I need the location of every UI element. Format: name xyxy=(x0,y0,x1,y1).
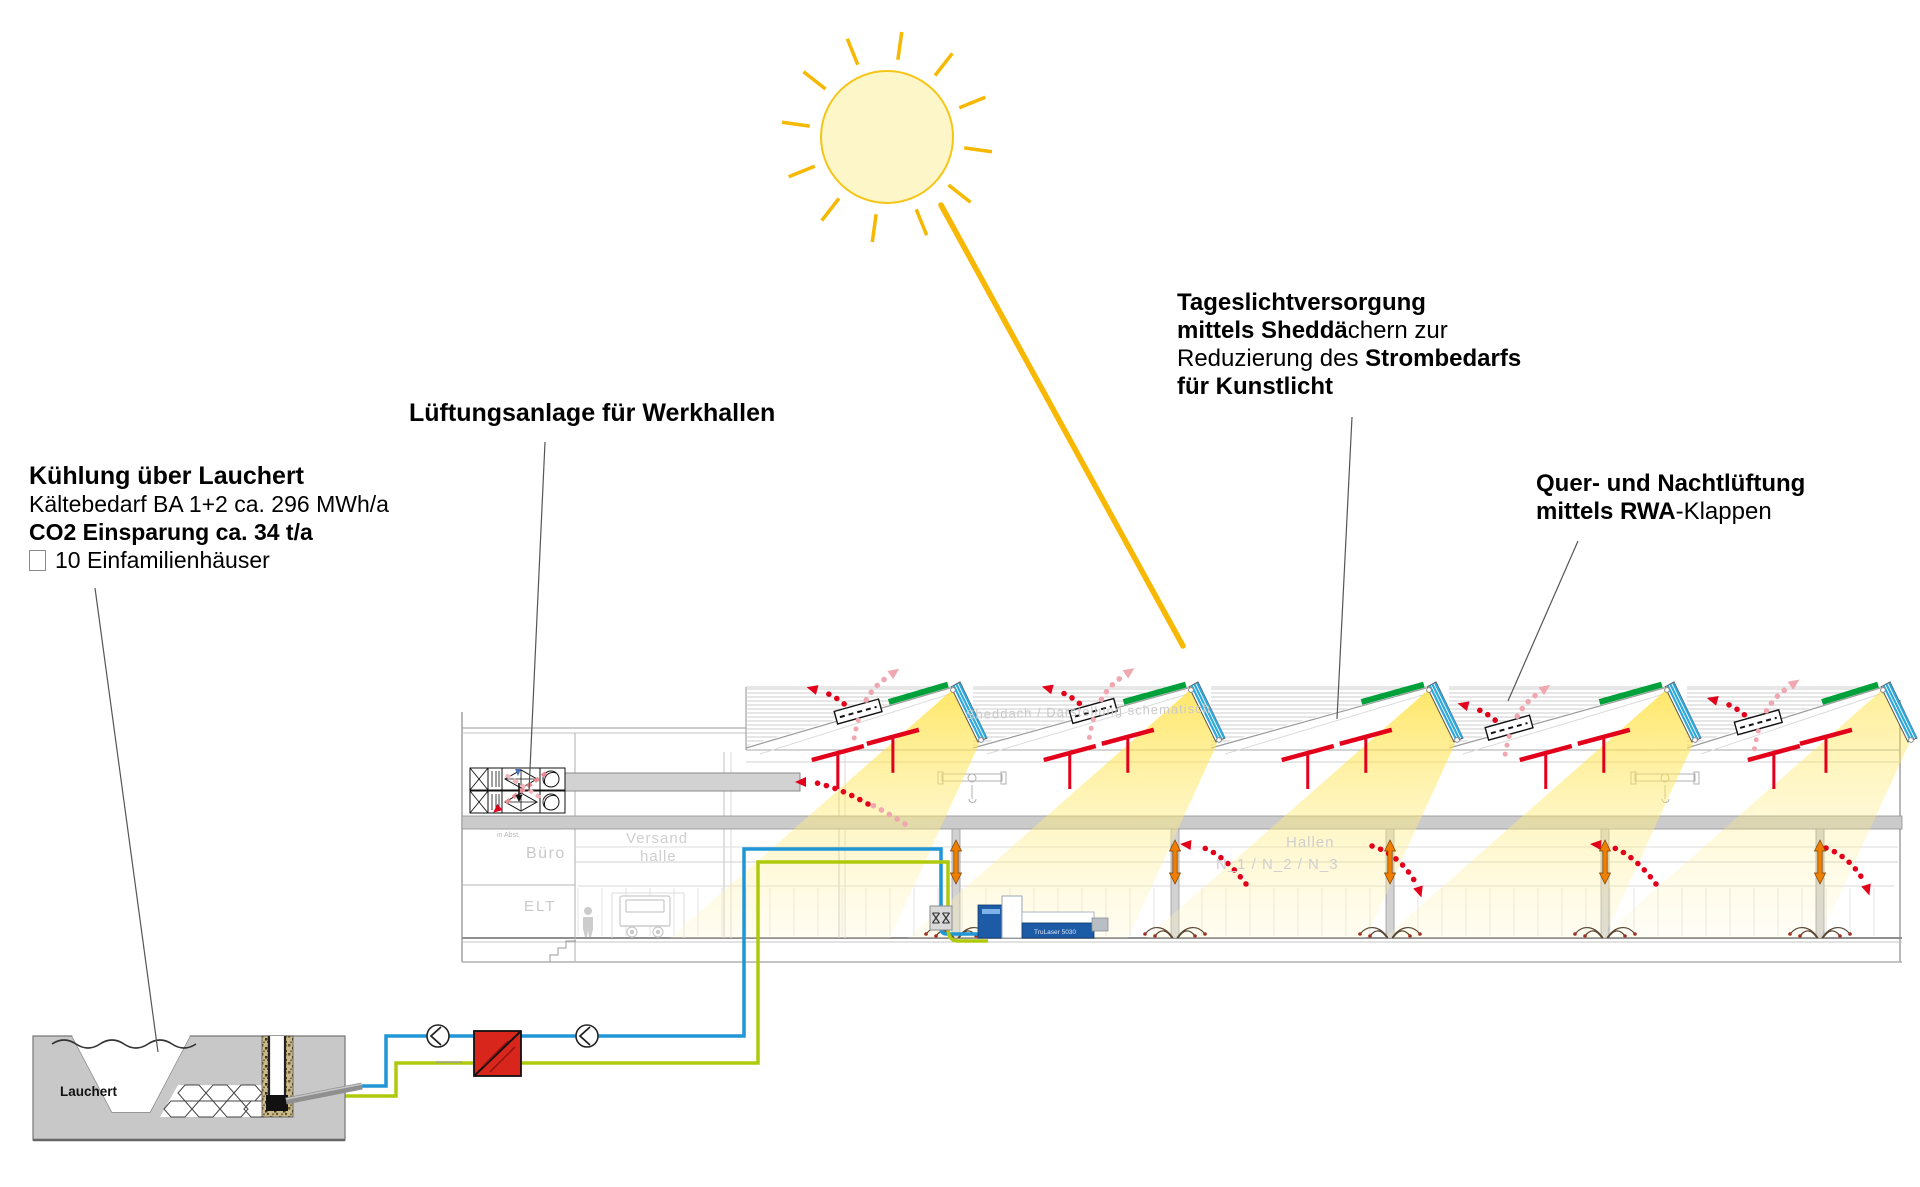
supply-duct xyxy=(565,773,800,791)
cooling-annotation xyxy=(29,462,389,574)
submersible-pump xyxy=(266,1095,288,1111)
halls-label: Hallen xyxy=(1286,834,1335,851)
versand-label-2: halle xyxy=(640,848,677,865)
versand-label-1: Versand xyxy=(626,830,689,847)
leader-line xyxy=(1337,417,1352,719)
ventilation-annotation: Lüftungsanlage für Werkhallen xyxy=(409,399,776,427)
abst-label: in Abst. xyxy=(497,832,520,839)
valve-box xyxy=(930,906,952,930)
hall-ids-label: N_1 / N_2 / N_3 xyxy=(1216,856,1339,873)
sun-beam xyxy=(941,205,1183,646)
leader-line xyxy=(529,442,545,791)
leader-line xyxy=(1508,541,1578,701)
machine-label: TruLaser 5030 xyxy=(1034,929,1077,936)
pump-symbol xyxy=(427,1025,449,1047)
night-vent-line-2: mittels RWA-Klappen xyxy=(1536,498,1772,525)
daylight-annotation xyxy=(1177,289,1521,401)
intake-pipe xyxy=(269,1036,285,1098)
sun-disc xyxy=(821,71,953,203)
river-label: Lauchert xyxy=(60,1084,118,1099)
leader-line xyxy=(95,588,158,1052)
cooling-title: Kühlung über Lauchert xyxy=(29,462,304,490)
pump-symbol xyxy=(576,1025,598,1047)
cooling-co2: CO2 Einsparung ca. 34 t/a xyxy=(29,519,313,545)
roof-note-label: Sheddach / Darstellung schematisch xyxy=(965,700,1212,722)
daylight-line-1: Tageslichtversorgung xyxy=(1177,289,1426,316)
daylight-line-3: Reduzierung des Strombedarfs xyxy=(1177,345,1522,372)
equivalence-box-glyph xyxy=(29,550,46,571)
air-handling-unit xyxy=(470,791,565,813)
daylight-cone xyxy=(670,690,979,938)
sun xyxy=(782,32,1183,646)
daylight-line-2: mittels Sheddächern zur xyxy=(1177,317,1448,344)
elt-label: ELT xyxy=(524,898,557,915)
daylight-line-4: für Kunstlicht xyxy=(1177,373,1333,400)
office-label: Büro xyxy=(526,845,566,862)
person-silhouette xyxy=(583,907,593,937)
heat-exchanger xyxy=(474,1031,521,1076)
cooling-equivalent: 10 Einfamilienhäuser xyxy=(29,546,389,574)
night-vent-line-1: Quer- und Nachtlüftung xyxy=(1536,470,1806,497)
night-vent-annotation xyxy=(1536,470,1805,526)
truck xyxy=(620,896,670,937)
cooling-demand: Kältebedarf BA 1+2 ca. 296 MWh/a xyxy=(29,491,389,517)
